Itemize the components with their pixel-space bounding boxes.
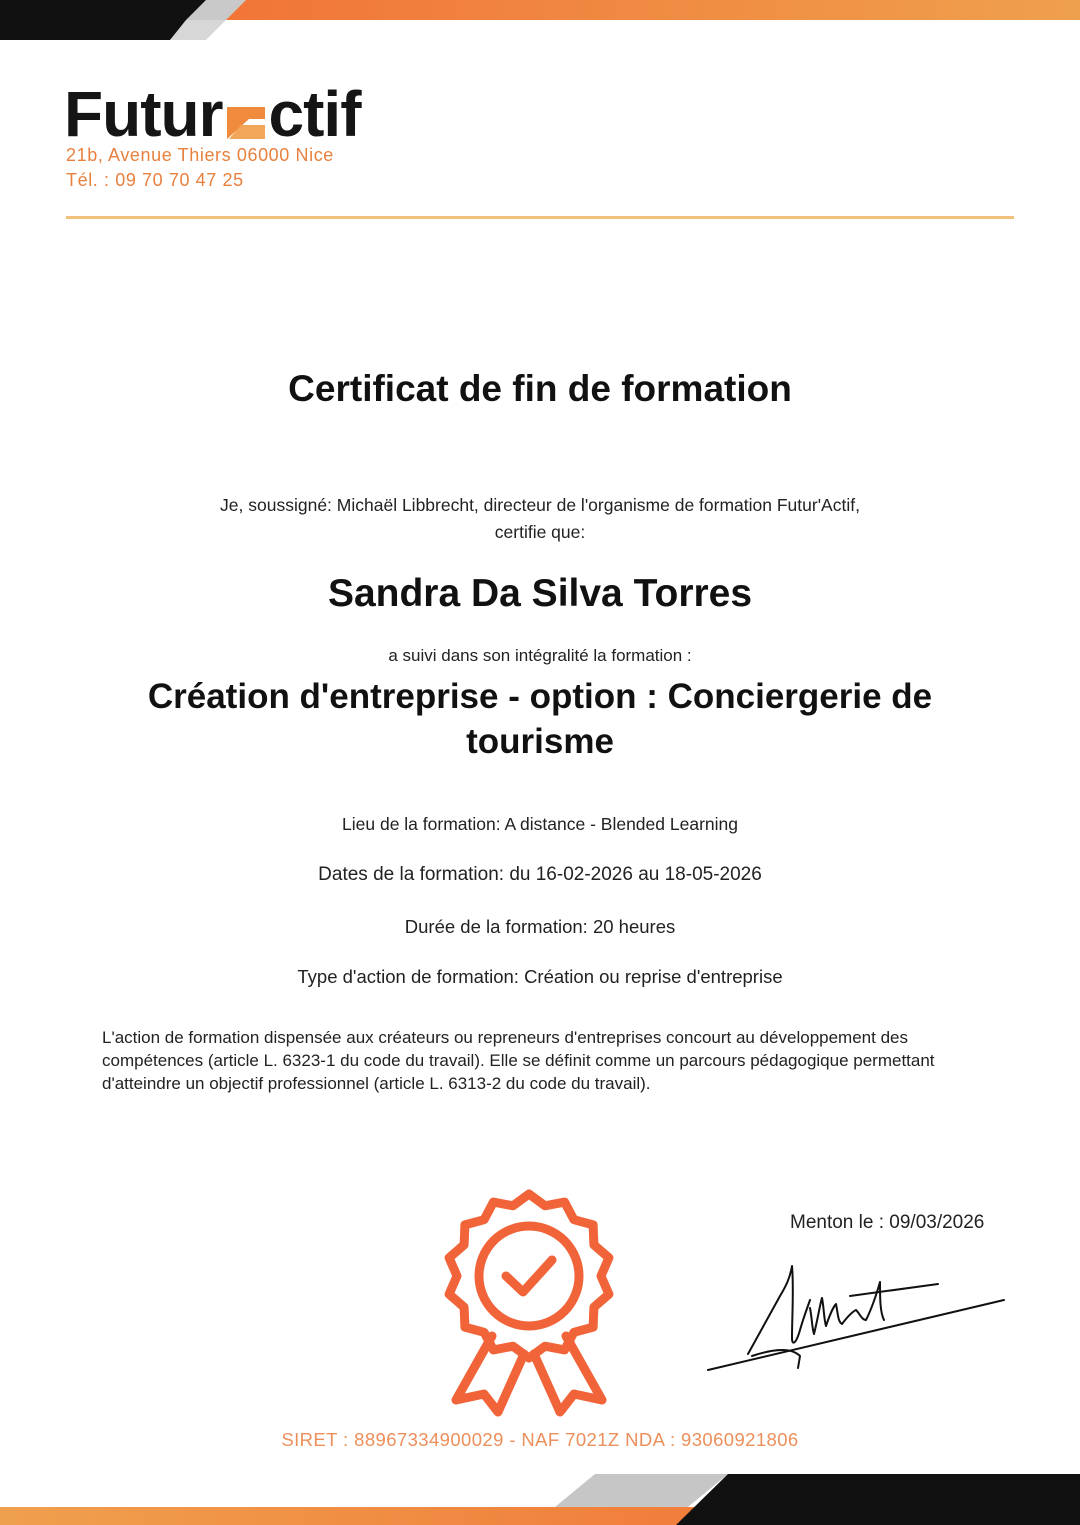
bottom-decorative-band xyxy=(0,1474,1080,1525)
training-duration: Durée de la formation: 20 heures xyxy=(404,916,676,937)
place-and-date: Menton le : 09/03/2026 xyxy=(790,1212,985,1233)
registration-numbers: SIRET : 88967334900029 - NAF 7021Z NDA : 93060921806 xyxy=(281,1429,799,1450)
top-decorative-band xyxy=(0,0,1080,40)
followed-statement: a suivi dans son intégralité la formation : xyxy=(388,646,692,665)
training-dates: Dates de la formation: du 16-02-2026 au 18-05-2026 xyxy=(318,864,762,885)
header-divider xyxy=(66,216,1014,219)
course-title xyxy=(0,674,1080,764)
course-title-line-1: Création d'entreprise - option : Conciergerie de xyxy=(147,677,933,716)
training-action-type: Type d'action de formation: Création ou reprise d'entreprise xyxy=(297,966,783,987)
company-logo xyxy=(64,78,361,150)
logo-text-right: ctif xyxy=(268,78,361,150)
award-rosette-icon xyxy=(438,1186,620,1418)
intro-line-2: certifie que: xyxy=(494,522,586,542)
course-title-line-2: tourisme xyxy=(466,722,614,761)
logo-text-left: Futur xyxy=(64,78,223,150)
certificate-intro xyxy=(0,492,1080,546)
logo-a-mark-icon xyxy=(227,99,267,139)
certificate-title: Certificat de fin de formation xyxy=(288,368,792,409)
recipient-name: Sandra Da Silva Torres xyxy=(327,572,753,615)
signature-icon xyxy=(700,1258,1012,1374)
intro-line-1: Je, soussigné: Michaël Libbrecht, directeur de l'organisme de formation Futur'Actif, xyxy=(220,495,860,515)
company-address: 21b, Avenue Thiers 06000 Nice xyxy=(66,145,334,165)
training-location: Lieu de la formation: A distance - Blended Learning xyxy=(342,814,738,834)
company-phone: Tél. : 09 70 70 47 25 xyxy=(66,170,244,190)
legal-paragraph: L'action de formation dispensée aux créateurs ou repreneurs d'entreprises concourt au développement des compétences (article L. 6323-1 du code du travail). Elle se définit comme un parcours pédagogique permettant d'atteindre un objectif professionnel (article L. 6313-2 du code du travail). xyxy=(102,1028,935,1093)
